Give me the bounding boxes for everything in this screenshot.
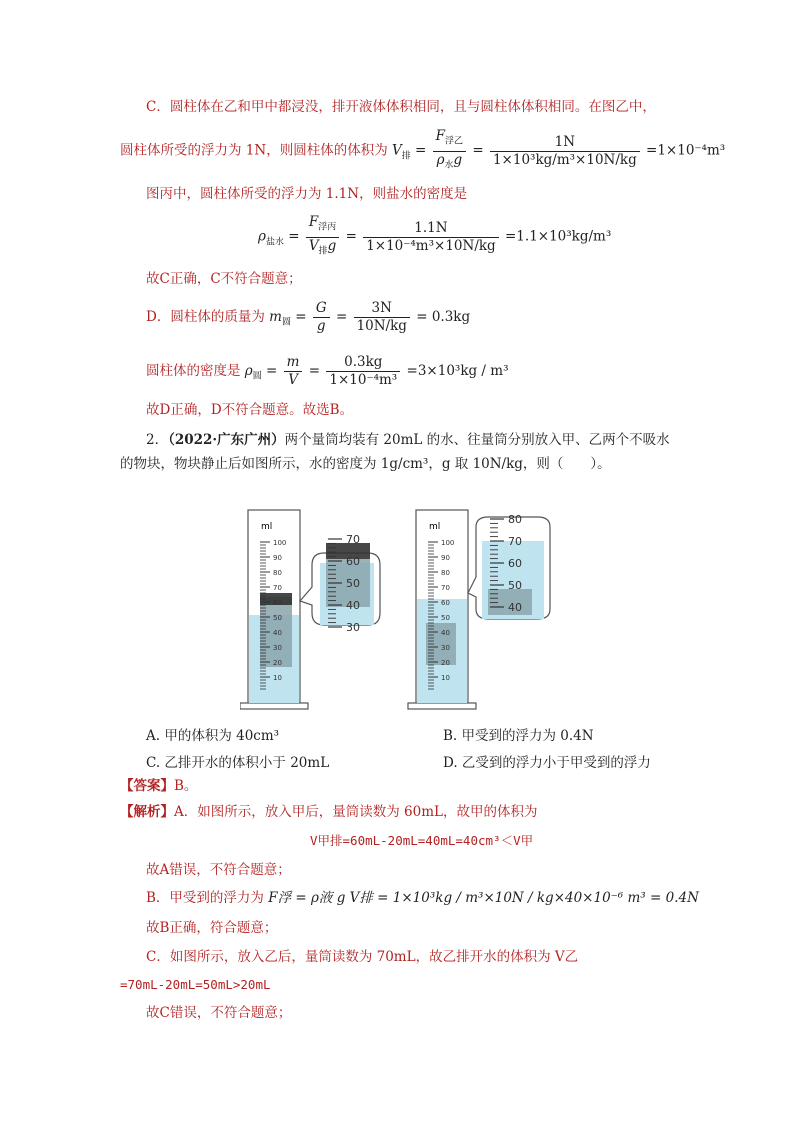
- zoom-label: 40: [346, 599, 360, 612]
- eq1-result: =1×10⁻⁴m³: [646, 142, 726, 159]
- analysis-a-conclusion: 故A错误，不符合题意；: [146, 862, 291, 878]
- d-part-line1: D．圆柱体的质量为 $m_圆$ = $\frac{G}{g}$ = $\frac{3N}{10N/kg}$ = 0.3kg: [146, 300, 471, 334]
- eq2-result: =1.1×10³kg/m³: [505, 228, 612, 245]
- zoom-label: 60: [346, 555, 360, 568]
- question-source: （2022·广东广州）: [168, 432, 285, 448]
- scale-label: 90: [441, 554, 450, 562]
- answer-label: 【答案】: [120, 778, 174, 794]
- c-part-line2: 圆柱体所受的浮力为 1N，则圆柱体的体积为 $V_排$ = $\frac{F_{浮乙}}{\rho_水g}$ = $\frac{1N}{\text{1×10³kg/m³×10N/kg}}$ =1×10⁻⁴m³: [120, 128, 725, 174]
- question-2-line1: 2．（2022·广东广州）两个量筒均装有 20mL 的水、往量筒分别放入甲、乙两个不吸水: [146, 432, 670, 448]
- scale-label: 20: [441, 659, 450, 667]
- option-d: D. 乙受到的浮力小于甲受到的浮力: [443, 755, 651, 771]
- scale-label: 10: [273, 674, 282, 682]
- option-c: C. 乙排开水的体积小于 20mL: [146, 755, 330, 771]
- scale-label: 60: [273, 599, 282, 607]
- left-zoom: [300, 533, 380, 634]
- scale-label: 50: [441, 614, 450, 622]
- analysis-b-conclusion: 故B正确，符合题意；: [146, 920, 278, 936]
- left-cylinder: [240, 510, 308, 709]
- v-sub: 排: [401, 151, 411, 162]
- scale-label: 60: [441, 599, 450, 607]
- eq1-fraction: $\frac{F_{浮乙}}{\rho_水g}$: [433, 128, 466, 174]
- scale-label: 30: [273, 644, 282, 652]
- scale-label: 50: [273, 614, 282, 622]
- zoom-label: 60: [508, 557, 522, 570]
- option-a: A. 甲的体积为 40cm³: [146, 728, 280, 744]
- d-part-line2: 圆柱体的密度是 $\rho_圆$ = $\frac{m}{V}$ = $\frac{0.3kg}{\text{1×10⁻⁴m³}}$ =3×10³kg / m³: [146, 354, 509, 388]
- zoom-label: 70: [508, 535, 522, 548]
- c-part-eq2: $\rho_{盐水}$ = $\frac{F_{浮丙}}{V_排g}$ = $\frac{1.1N}{\text{1×10⁻⁴m³×10N/kg}}$ =1.1×10³kg/m³: [258, 214, 611, 260]
- option-b: B. 甲受到的浮力为 0.4N: [443, 728, 594, 744]
- scale-label: 40: [441, 629, 450, 637]
- question-2-line2: 的物块，物块静止后如图所示，水的密度为 1g/cm³，g 取 10N/kg，则（ ）。: [120, 456, 611, 472]
- zoom-label: 30: [346, 621, 360, 634]
- eq2b-fraction: $\frac{1.1N}{\text{1×10⁻⁴m³×10N/kg}}$: [363, 220, 499, 255]
- d-part-conclusion: 故D正确，D不符合题意。故选B。: [146, 402, 354, 418]
- right-cylinder: [408, 510, 476, 709]
- c-part-line2-text: 圆柱体所受的浮力为 1N，则圆柱体的体积为: [120, 142, 388, 159]
- scale-label: 20: [273, 659, 282, 667]
- analysis-label: 【解析】: [120, 804, 174, 820]
- zoom-label: 70: [346, 533, 360, 546]
- scale-label: 100: [441, 539, 455, 547]
- analysis-b-line: B．甲受到的浮力为 F浮 = ρ液 g V排 = 1×10³kg / m³×10N / kg×40×10⁻⁶ m³ = 0.4N: [146, 890, 699, 906]
- v-symbol: V: [392, 142, 402, 159]
- right-zoom: [468, 513, 550, 619]
- scale-label: 80: [441, 569, 450, 577]
- c-part-conclusion: 故C正确，C不符合题意；: [146, 271, 302, 287]
- scale-label: 10: [441, 674, 450, 682]
- scale-label: 80: [273, 569, 282, 577]
- c-part-line1: C．圆柱体在乙和甲中都浸没，排开液体体积相同，且与圆柱体体积相同。在图乙中，: [146, 99, 656, 115]
- left-unit-label: ml: [261, 522, 273, 532]
- answer-line: 【答案】B。: [120, 778, 198, 794]
- scale-label: 30: [441, 644, 450, 652]
- scale-label: 40: [273, 629, 282, 637]
- zoom-label: 50: [346, 577, 360, 590]
- scale-label: 90: [273, 554, 282, 562]
- zoom-label: 80: [508, 513, 522, 526]
- analysis-c-line: C．如图所示，放入乙后，量筒读数为 70mL，故乙排开水的体积为 V乙: [146, 949, 579, 965]
- eq1b-fraction: $\frac{1N}{\text{1×10³kg/m³×10N/kg}}$: [490, 134, 640, 169]
- analysis-c-line2: =70mL-20mL=50mL>20mL: [120, 977, 271, 992]
- cylinders-figure: [240, 505, 570, 715]
- analysis-b-equation: F浮 = ρ液 g V排 = 1×10³kg / m³×10N / kg×40×10⁻⁶ m³ = 0.4N: [268, 890, 699, 906]
- analysis-a-line: 【解析】A．如图所示，放入甲后，量筒读数为 60mL，故甲的体积为: [120, 804, 538, 820]
- right-unit-label: ml: [429, 522, 441, 532]
- eq2-fraction: $\frac{F_{浮丙}}{V_排g}$: [306, 214, 339, 260]
- zoom-label: 40: [508, 601, 522, 614]
- scale-label: 100: [273, 539, 287, 547]
- scale-label: 70: [441, 584, 450, 592]
- analysis-a-equation: V甲排=60mL-20mL=40mL=40cm³＜V甲: [310, 833, 534, 848]
- analysis-c-conclusion: 故C错误，不符合题意；: [146, 1005, 292, 1021]
- c-part-line3: 图丙中，圆柱体所受的浮力为 1.1N，则盐水的密度是: [146, 186, 468, 202]
- scale-label: 70: [273, 584, 282, 592]
- zoom-label: 50: [508, 579, 522, 592]
